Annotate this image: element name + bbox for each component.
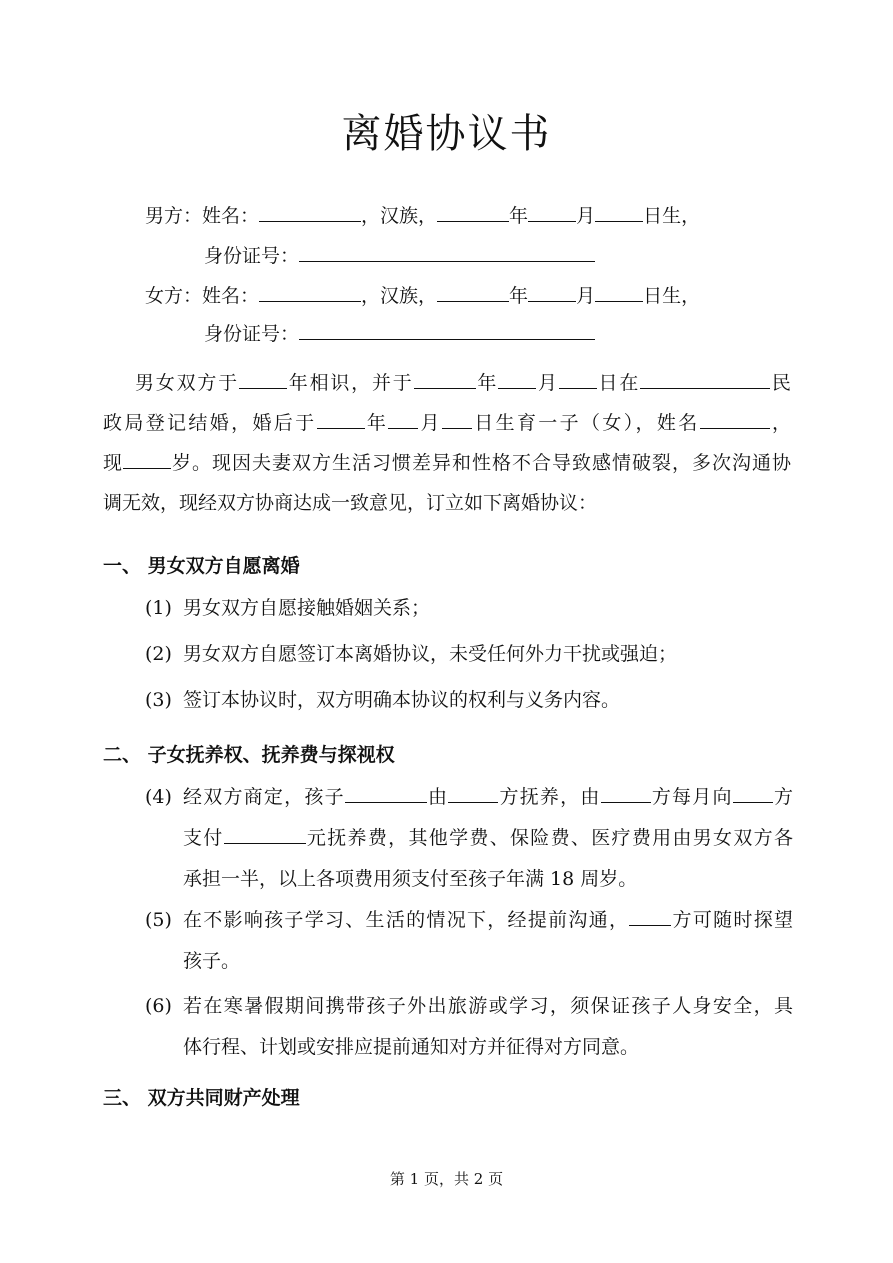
woman-label: 女方： bbox=[145, 285, 203, 307]
woman-year-blank bbox=[437, 283, 509, 302]
item-5-line-1: 在不影响孩子学习、生活的情况下，经提前沟通， 方可随时探望 bbox=[183, 909, 793, 931]
item-4-line-3: 承担一半，以上各项费用须支付至孩子年满 18 周岁。 bbox=[183, 868, 638, 890]
man-day-label: 日生， bbox=[643, 205, 701, 227]
woman-day-label: 日生， bbox=[643, 285, 701, 307]
man-id-blank bbox=[299, 243, 595, 262]
woman-name-label: 姓名： bbox=[202, 285, 260, 307]
item-4-line-2: 支付 元抚养费，其他学费、保险费、医疗费用由男女双方各 bbox=[183, 827, 793, 849]
man-label: 男方： bbox=[145, 205, 203, 227]
section-3-heading: 三、 双方共同财产处理 bbox=[103, 1087, 300, 1109]
section-2-item-4: (4) 经双方商定，孩子 由 方抚养，由 方每月向 方 支付 元抚养费，其他学费、保险费、医疗费用由男女双方各 承担一半，以上各项费用须支付至孩子年满 18 周岁。 bbox=[145, 777, 793, 900]
item-6-line-2: 体行程、计划或安排应提前通知对方并征得对方同意。 bbox=[183, 1036, 640, 1058]
woman-id-blank bbox=[299, 321, 595, 340]
section-2-heading: 二、 子女抚养权、抚养费与探视权 bbox=[103, 744, 395, 766]
section-1-item-2: (2) 男女双方自愿签订本离婚协议，未受任何外力干扰或强迫； bbox=[145, 643, 678, 665]
woman-info-line bbox=[145, 283, 700, 309]
section-2-item-6: (6) 若在寒暑假期间携带孩子外出旅游或学习，须保证孩子人身安全，具 体行程、计划或安排应提前通知对方并征得对方同意。 bbox=[145, 986, 793, 1068]
man-month-blank bbox=[528, 203, 576, 222]
man-id-label: 身份证号： bbox=[204, 245, 300, 267]
man-ethnic: ，汉族， bbox=[361, 205, 438, 227]
intro-paragraph bbox=[103, 363, 791, 523]
woman-id-line bbox=[204, 321, 595, 347]
man-name-blank bbox=[259, 203, 361, 222]
man-year-label: 年 bbox=[509, 205, 529, 227]
section-1-item-1: (1) 男女双方自愿接触婚姻关系； bbox=[145, 597, 431, 619]
man-day-blank bbox=[595, 203, 643, 222]
man-name-label: 姓名： bbox=[202, 205, 260, 227]
item-4-line-1: 经双方商定，孩子 由 方抚养，由 方每月向 方 bbox=[183, 786, 793, 808]
woman-id-label: 身份证号： bbox=[204, 323, 300, 345]
section-1-heading: 一、 男女双方自愿离婚 bbox=[103, 555, 300, 577]
woman-month-blank bbox=[528, 283, 576, 302]
item-6-line-1: 若在寒暑假期间携带孩子外出旅游或学习，须保证孩子人身安全，具 bbox=[183, 995, 793, 1017]
man-year-blank bbox=[437, 203, 509, 222]
woman-month-label: 月 bbox=[576, 285, 596, 307]
document-title: 离婚协议书 bbox=[341, 111, 552, 157]
man-id-line bbox=[204, 243, 595, 269]
section-2-item-5: (5) 在不影响孩子学习、生活的情况下，经提前沟通， 方可随时探望 孩子。 bbox=[145, 900, 793, 982]
intro-line-1: 男女双方于 年相识，并于 年 月 日在 民 bbox=[135, 372, 791, 394]
intro-line-3: 现 岁。现因夫妻双方生活习惯差异和性格不合导致感情破裂，多次沟通协 bbox=[103, 452, 791, 474]
intro-line-2: 政局登记结婚，婚后于 年 月 日生育一子（女），姓名 ， bbox=[103, 412, 791, 434]
woman-ethnic: ，汉族， bbox=[361, 285, 438, 307]
page-footer: 第 1 页，共 2 页 bbox=[389, 1170, 504, 1188]
intro-line-4: 调无效，现经双方协商达成一致意见，订立如下离婚协议： bbox=[103, 492, 598, 514]
item-5-line-2: 孩子。 bbox=[183, 950, 241, 972]
section-1-item-3: (3) 签订本协议时，双方明确本协议的权利与义务内容。 bbox=[145, 689, 621, 711]
woman-day-blank bbox=[595, 283, 643, 302]
woman-name-blank bbox=[259, 283, 361, 302]
man-month-label: 月 bbox=[576, 205, 596, 227]
woman-year-label: 年 bbox=[509, 285, 529, 307]
man-info-line bbox=[145, 203, 700, 229]
